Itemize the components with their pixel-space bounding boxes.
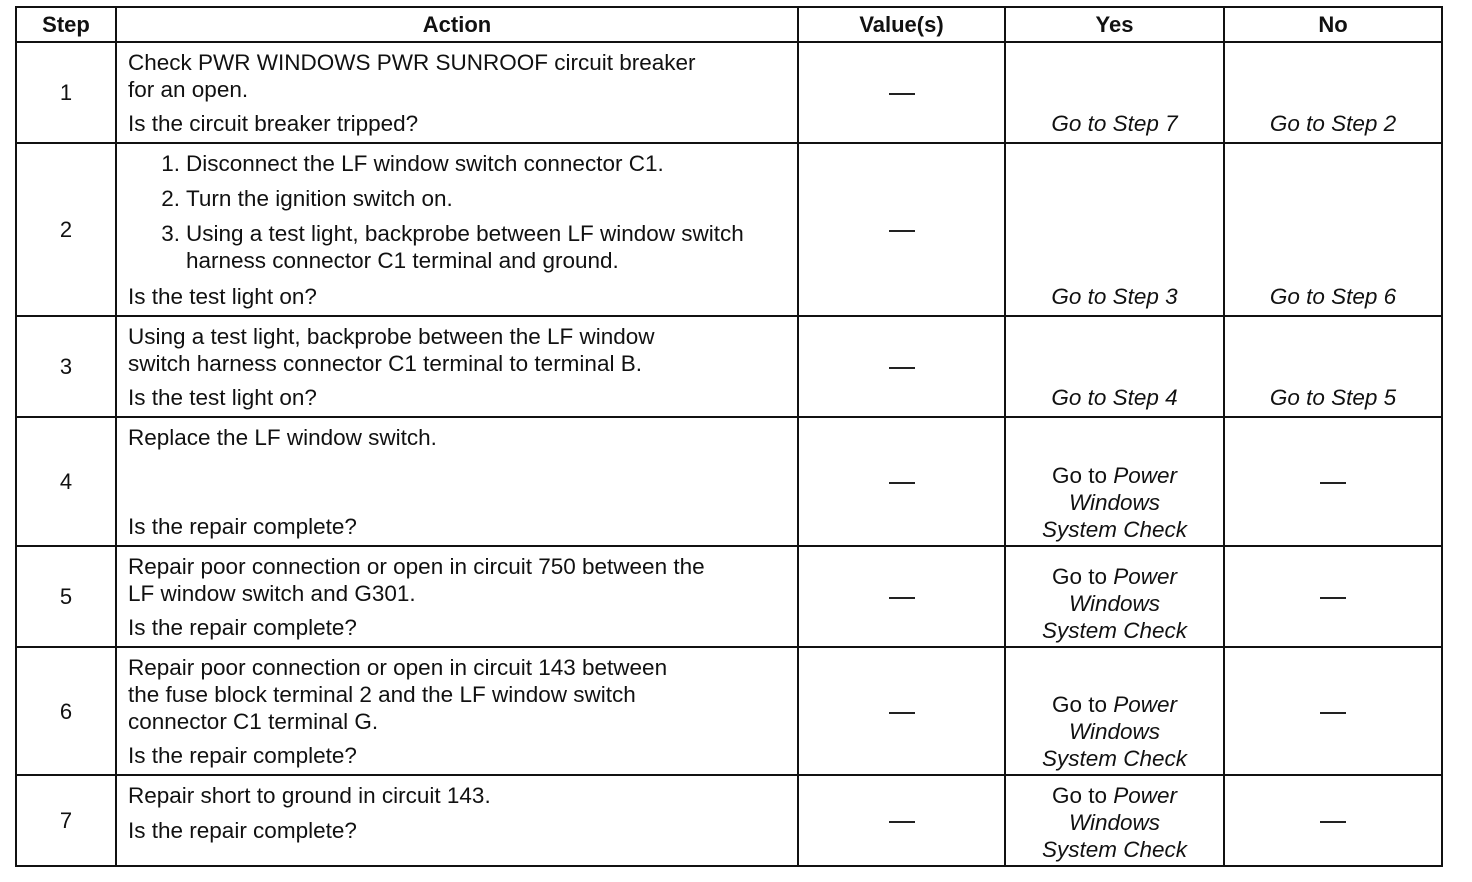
goto-step-link[interactable]: Go to Step 4 <box>1051 385 1178 410</box>
table-row <box>16 775 1442 866</box>
table-row <box>16 143 1442 316</box>
table-row <box>16 647 1442 775</box>
goto-system-check-link[interactable]: Go to Power Windows System Check <box>1041 564 1188 643</box>
header-row <box>16 7 1442 42</box>
action-cell <box>116 546 798 647</box>
action-text: Check PWR WINDOWS PWR SUNROOF circuit breaker <box>128 50 696 75</box>
action-cell <box>116 316 798 417</box>
question-text: Is the repair complete? <box>128 615 357 640</box>
step-number: 6 <box>16 647 116 775</box>
header-step: Step <box>16 7 116 42</box>
action-cell <box>116 647 798 775</box>
diagnostic-table <box>15 6 1443 867</box>
dash <box>889 597 915 599</box>
table-row <box>16 546 1442 647</box>
action-text: LF window switch and G301. <box>128 581 416 606</box>
list-item: 3. Using a test light, backprobe between LF window switch harness connector C1 terminal and ground. <box>161 221 744 273</box>
action-text: Repair poor connection or open in circuit 750 between the <box>128 554 705 579</box>
step-number: 7 <box>16 775 116 866</box>
dash <box>889 482 915 484</box>
step-number: 3 <box>16 316 116 417</box>
question-text: Is the repair complete? <box>128 514 357 539</box>
list-item: 1. Disconnect the LF window switch connector C1. <box>161 151 664 176</box>
goto-step-link[interactable]: Go to Step 7 <box>1051 111 1178 136</box>
yes-cell <box>1005 417 1224 546</box>
step-number: 1 <box>16 42 116 143</box>
value-cell <box>798 775 1005 866</box>
header-action: Action <box>116 7 798 42</box>
question-text: Is the repair complete? <box>128 818 357 843</box>
goto-system-check-link[interactable]: Go to Power Windows System Check <box>1041 463 1188 542</box>
goto-step-link[interactable]: Go to Step 2 <box>1269 111 1397 136</box>
table-row <box>16 316 1442 417</box>
dash <box>889 821 915 823</box>
value-cell <box>798 417 1005 546</box>
action-cell <box>116 42 798 143</box>
goto-step-link[interactable]: Go to Step 3 <box>1051 284 1178 309</box>
value-cell <box>798 647 1005 775</box>
action-steps-list <box>128 150 789 274</box>
value-cell <box>798 316 1005 417</box>
question-text: Is the circuit breaker tripped? <box>128 111 419 136</box>
yes-cell <box>1005 546 1224 647</box>
yes-cell <box>1005 143 1224 316</box>
value-cell <box>798 42 1005 143</box>
action-text: switch harness connector C1 terminal to terminal B. <box>128 351 642 376</box>
yes-cell <box>1005 42 1224 143</box>
yes-cell <box>1005 775 1224 866</box>
header-yes: Yes <box>1005 7 1224 42</box>
action-text: Replace the LF window switch. <box>128 425 437 450</box>
no-cell <box>1224 42 1442 143</box>
question-text: Is the repair complete? <box>128 743 357 768</box>
question-text: Is the test light on? <box>128 284 317 309</box>
goto-system-check-link[interactable]: Go to Power Windows System Check <box>1041 783 1188 862</box>
action-text: for an open. <box>128 77 249 102</box>
action-cell <box>116 417 798 546</box>
goto-step-link[interactable]: Go to Step 6 <box>1269 284 1397 309</box>
header-values: Value(s) <box>798 7 1005 42</box>
goto-step-link[interactable]: Go to Step 5 <box>1269 385 1397 410</box>
action-text: Using a test light, backprobe between the LF window <box>128 324 655 349</box>
action-text: the fuse block terminal 2 and the LF window switch <box>128 682 636 707</box>
action-cell <box>116 143 798 316</box>
table-row <box>16 42 1442 143</box>
dash <box>1320 482 1346 484</box>
yes-cell <box>1005 316 1224 417</box>
dash <box>1320 597 1346 599</box>
step-number: 5 <box>16 546 116 647</box>
no-cell <box>1224 316 1442 417</box>
no-cell <box>1224 143 1442 316</box>
no-cell <box>1224 546 1442 647</box>
step-number: 4 <box>16 417 116 546</box>
dash <box>1320 821 1346 823</box>
value-cell <box>798 143 1005 316</box>
question-text: Is the test light on? <box>128 385 317 410</box>
step-number: 2 <box>16 143 116 316</box>
action-cell <box>116 775 798 866</box>
dash <box>1320 712 1346 714</box>
table-row <box>16 417 1442 546</box>
no-cell <box>1224 647 1442 775</box>
dash <box>889 93 915 95</box>
no-cell <box>1224 775 1442 866</box>
yes-cell <box>1005 647 1224 775</box>
goto-system-check-link[interactable]: Go to Power Windows System Check <box>1041 692 1188 771</box>
dash <box>889 230 915 232</box>
action-text: connector C1 terminal G. <box>128 709 379 734</box>
no-cell <box>1224 417 1442 546</box>
dash <box>889 712 915 714</box>
action-text: Repair short to ground in circuit 143. <box>128 783 491 808</box>
header-no: No <box>1224 7 1442 42</box>
action-text: Repair poor connection or open in circuit 143 between <box>128 655 668 680</box>
dash <box>889 367 915 369</box>
value-cell <box>798 546 1005 647</box>
list-item: 2. Turn the ignition switch on. <box>161 186 453 211</box>
